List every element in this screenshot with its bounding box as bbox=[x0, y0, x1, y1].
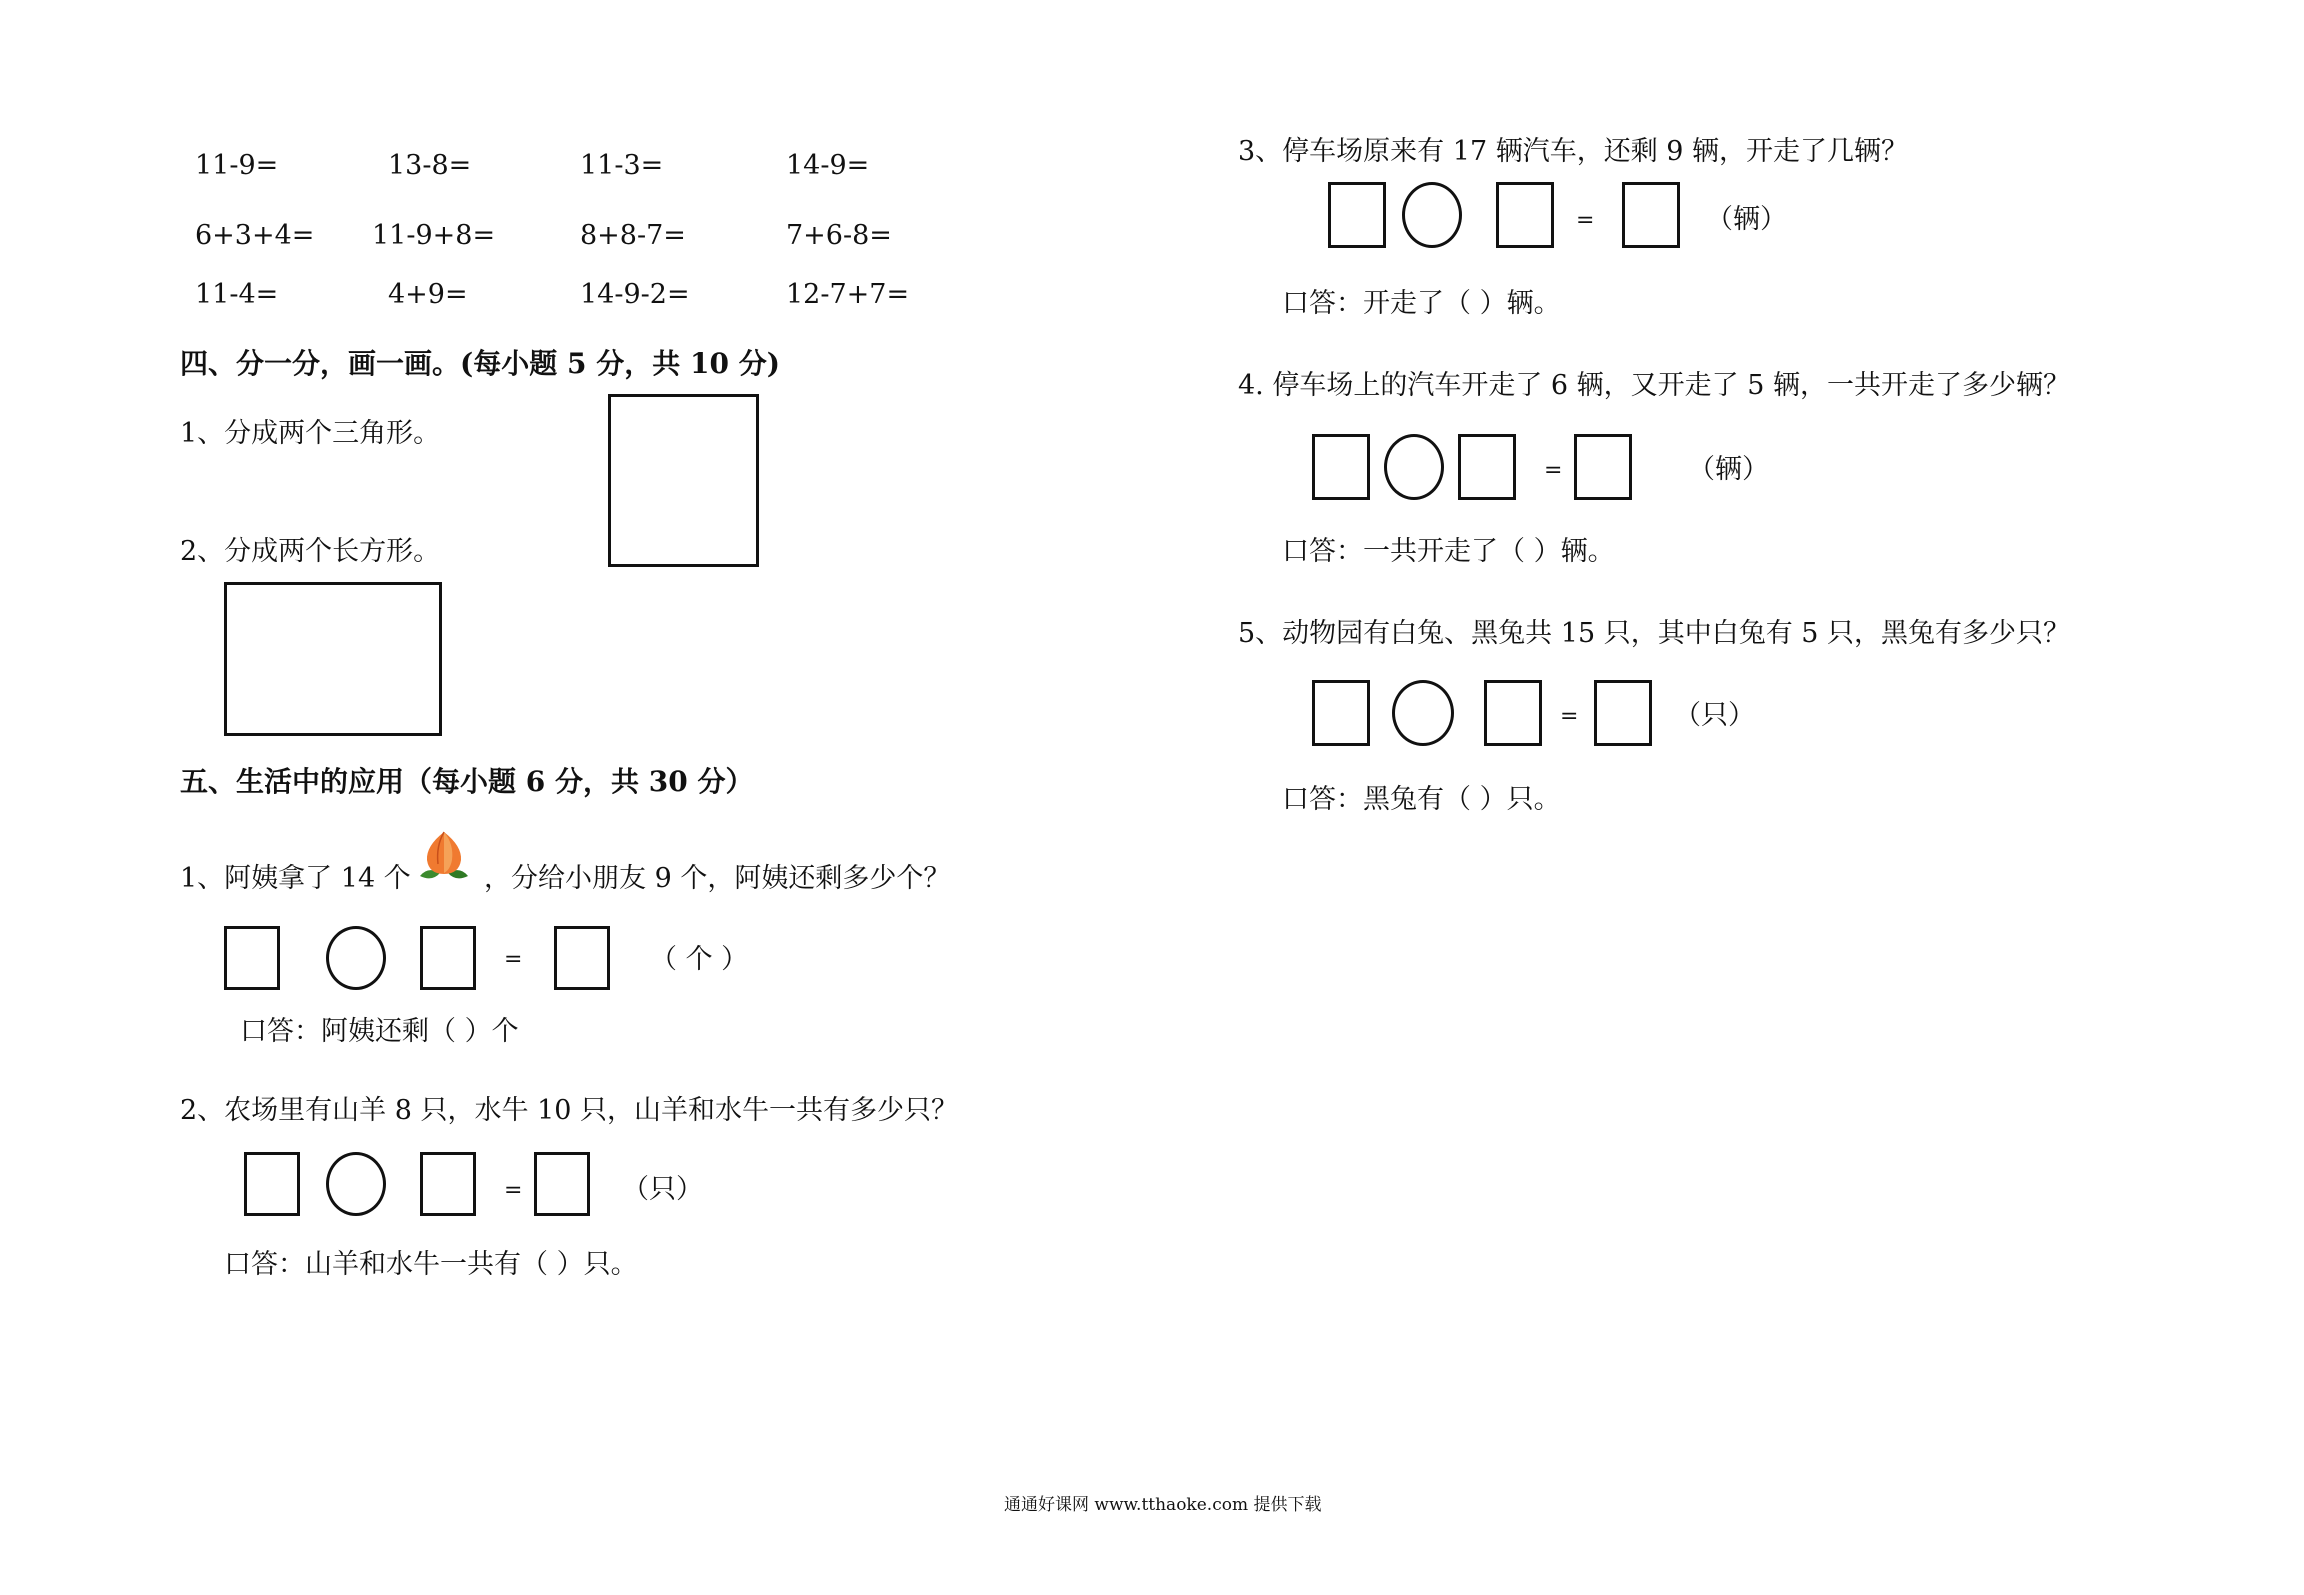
arith-r2-c2: 11-9+8= bbox=[372, 220, 496, 251]
q3-operator-circle[interactable] bbox=[1402, 182, 1462, 248]
q2-answer-box-2[interactable] bbox=[420, 1152, 476, 1216]
q1-result-box[interactable] bbox=[554, 926, 610, 990]
q2-answer-line: 口答：山羊和水牛一共有（ ）只。 bbox=[224, 1249, 638, 1280]
q3-answer-line: 口答：开走了（ ）辆。 bbox=[1282, 288, 1561, 319]
q2-unit: （只） bbox=[622, 1174, 703, 1205]
arith-r3-c4: 12-7+7= bbox=[786, 279, 910, 310]
q1-text-post: ，分给小朋友 9 个，阿姨还剩多少个？ bbox=[484, 863, 951, 894]
arith-r2-c4: 7+6-8= bbox=[786, 220, 892, 251]
q2-answer-box-1[interactable] bbox=[244, 1152, 300, 1216]
q3-result-box[interactable] bbox=[1622, 182, 1680, 248]
q3-text: 3、停车场原来有 17 辆汽车，还剩 9 辆，开走了几辆？ bbox=[1238, 136, 1909, 167]
q4-answer-line: 口答：一共开走了（ ）辆。 bbox=[1282, 536, 1615, 567]
q3-answer-box-1[interactable] bbox=[1328, 182, 1386, 248]
q5-result-box[interactable] bbox=[1594, 680, 1652, 746]
section4-heading: 四、分一分，画一画。(每小题 5 分，共 10 分) bbox=[180, 347, 780, 380]
q2-operator-circle[interactable] bbox=[326, 1152, 386, 1216]
q3-equals: = bbox=[1576, 208, 1595, 233]
q5-answer-box-1[interactable] bbox=[1312, 680, 1370, 746]
q5-equals: = bbox=[1560, 704, 1579, 729]
arith-r3-c3: 14-9-2= bbox=[580, 279, 690, 310]
wide-rectangle-shape[interactable] bbox=[224, 582, 442, 736]
arith-r2-c3: 8+8-7= bbox=[580, 220, 686, 251]
arith-r2-c1: 6+3+4= bbox=[195, 220, 315, 251]
q1-equals: = bbox=[504, 947, 523, 972]
q1-answer-line: 口答：阿姨还剩（ ）个 bbox=[240, 1016, 519, 1047]
q4-equals: = bbox=[1544, 458, 1563, 483]
q2-text: 2、农场里有山羊 8 只，水牛 10 只，山羊和水牛一共有多少只？ bbox=[180, 1095, 959, 1126]
q4-unit: （辆） bbox=[1688, 454, 1769, 485]
arith-r1-c1: 11-9= bbox=[195, 150, 279, 181]
q4-answer-box-1[interactable] bbox=[1312, 434, 1370, 500]
section4-q2: 2、分成两个长方形。 bbox=[180, 536, 441, 567]
q2-equals: = bbox=[504, 1178, 523, 1203]
q3-unit: （辆） bbox=[1706, 204, 1787, 235]
arith-r1-c2: 13-8= bbox=[388, 150, 472, 181]
q1-operator-circle[interactable] bbox=[326, 926, 386, 990]
q3-answer-box-2[interactable] bbox=[1496, 182, 1554, 248]
q5-operator-circle[interactable] bbox=[1392, 680, 1454, 746]
q2-result-box[interactable] bbox=[534, 1152, 590, 1216]
q4-operator-circle[interactable] bbox=[1384, 434, 1444, 500]
q4-text: 4. 停车场上的汽车开走了 6 辆，又开走了 5 辆，一共开走了多少辆？ bbox=[1238, 370, 2071, 401]
q5-answer-box-2[interactable] bbox=[1484, 680, 1542, 746]
q5-text: 5、动物园有白兔、黑兔共 15 只，其中白兔有 5 只，黑兔有多少只？ bbox=[1238, 618, 2071, 649]
q1-answer-box-2[interactable] bbox=[420, 926, 476, 990]
q1-text-pre: 1、阿姨拿了 14 个 bbox=[180, 863, 411, 894]
footer-source: 通通好课网 www.tthaoke.com 提供下载 bbox=[1004, 1495, 1322, 1515]
arith-r1-c3: 11-3= bbox=[580, 150, 664, 181]
arith-r1-c4: 14-9= bbox=[786, 150, 870, 181]
q1-answer-box-1[interactable] bbox=[224, 926, 280, 990]
section4-q1: 1、分成两个三角形。 bbox=[180, 418, 441, 449]
section5-heading: 五、生活中的应用（每小题 6 分，共 30 分） bbox=[180, 765, 754, 798]
q4-result-box[interactable] bbox=[1574, 434, 1632, 500]
arith-r3-c1: 11-4= bbox=[195, 279, 279, 310]
tall-rectangle-shape[interactable] bbox=[608, 394, 759, 567]
q1-unit: （ 个 ） bbox=[650, 944, 749, 975]
q4-answer-box-2[interactable] bbox=[1458, 434, 1516, 500]
q5-answer-line: 口答：黑兔有（ ）只。 bbox=[1282, 784, 1561, 815]
peach-icon bbox=[414, 826, 474, 888]
arith-r3-c2: 4+9= bbox=[388, 279, 468, 310]
q5-unit: （只） bbox=[1674, 700, 1755, 731]
